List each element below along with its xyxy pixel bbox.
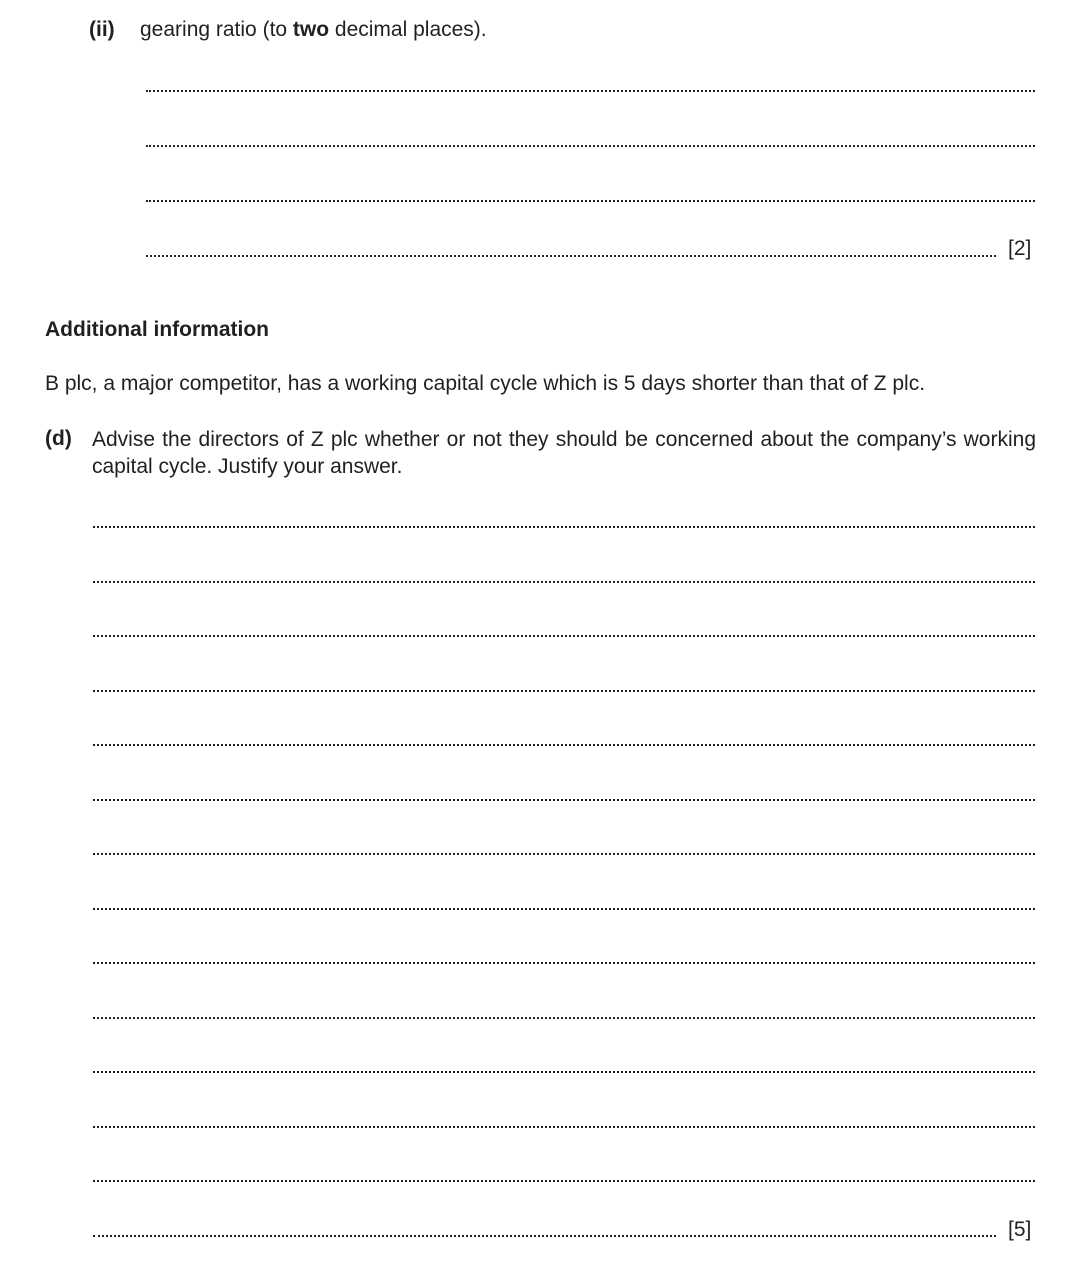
answer-line[interactable]: [146, 255, 996, 257]
answer-line[interactable]: [93, 1235, 996, 1237]
marks-d: [5]: [1008, 1218, 1032, 1241]
answer-line[interactable]: [93, 526, 1035, 528]
answer-line[interactable]: [93, 1017, 1035, 1019]
answer-line[interactable]: [93, 690, 1035, 692]
answer-line[interactable]: [93, 962, 1035, 964]
question-text-ii-end: decimal places).: [329, 18, 487, 41]
question-label-d: (d): [45, 427, 72, 450]
additional-info-text: B plc, a major competitor, has a working capital cycle which is 5 days shorter than that of Z plc.: [45, 372, 926, 395]
answer-line[interactable]: [93, 908, 1035, 910]
answer-line[interactable]: [93, 799, 1035, 801]
question-text-ii-start: gearing ratio (to: [140, 18, 293, 41]
additional-info-heading: Additional information: [45, 318, 269, 341]
answer-line[interactable]: [93, 1126, 1035, 1128]
answer-line[interactable]: [93, 853, 1035, 855]
answer-line[interactable]: [93, 1180, 1035, 1182]
answer-line[interactable]: [93, 635, 1035, 637]
answer-line[interactable]: [146, 90, 1035, 92]
answer-line[interactable]: [93, 744, 1035, 746]
question-text-ii: [140, 18, 487, 42]
question-text-d: Advise the directors of Z plc whether or not they should be concerned about the company’s working capital cycle. Justify your answer.: [92, 428, 1036, 478]
answer-line[interactable]: [146, 145, 1035, 147]
question-label-ii: (ii): [89, 18, 115, 41]
marks-ii: [2]: [1008, 237, 1032, 260]
answer-line[interactable]: [93, 1071, 1035, 1073]
answer-line[interactable]: [93, 581, 1035, 583]
answer-line[interactable]: [146, 200, 1035, 202]
question-text-ii-bold: two: [292, 18, 330, 41]
